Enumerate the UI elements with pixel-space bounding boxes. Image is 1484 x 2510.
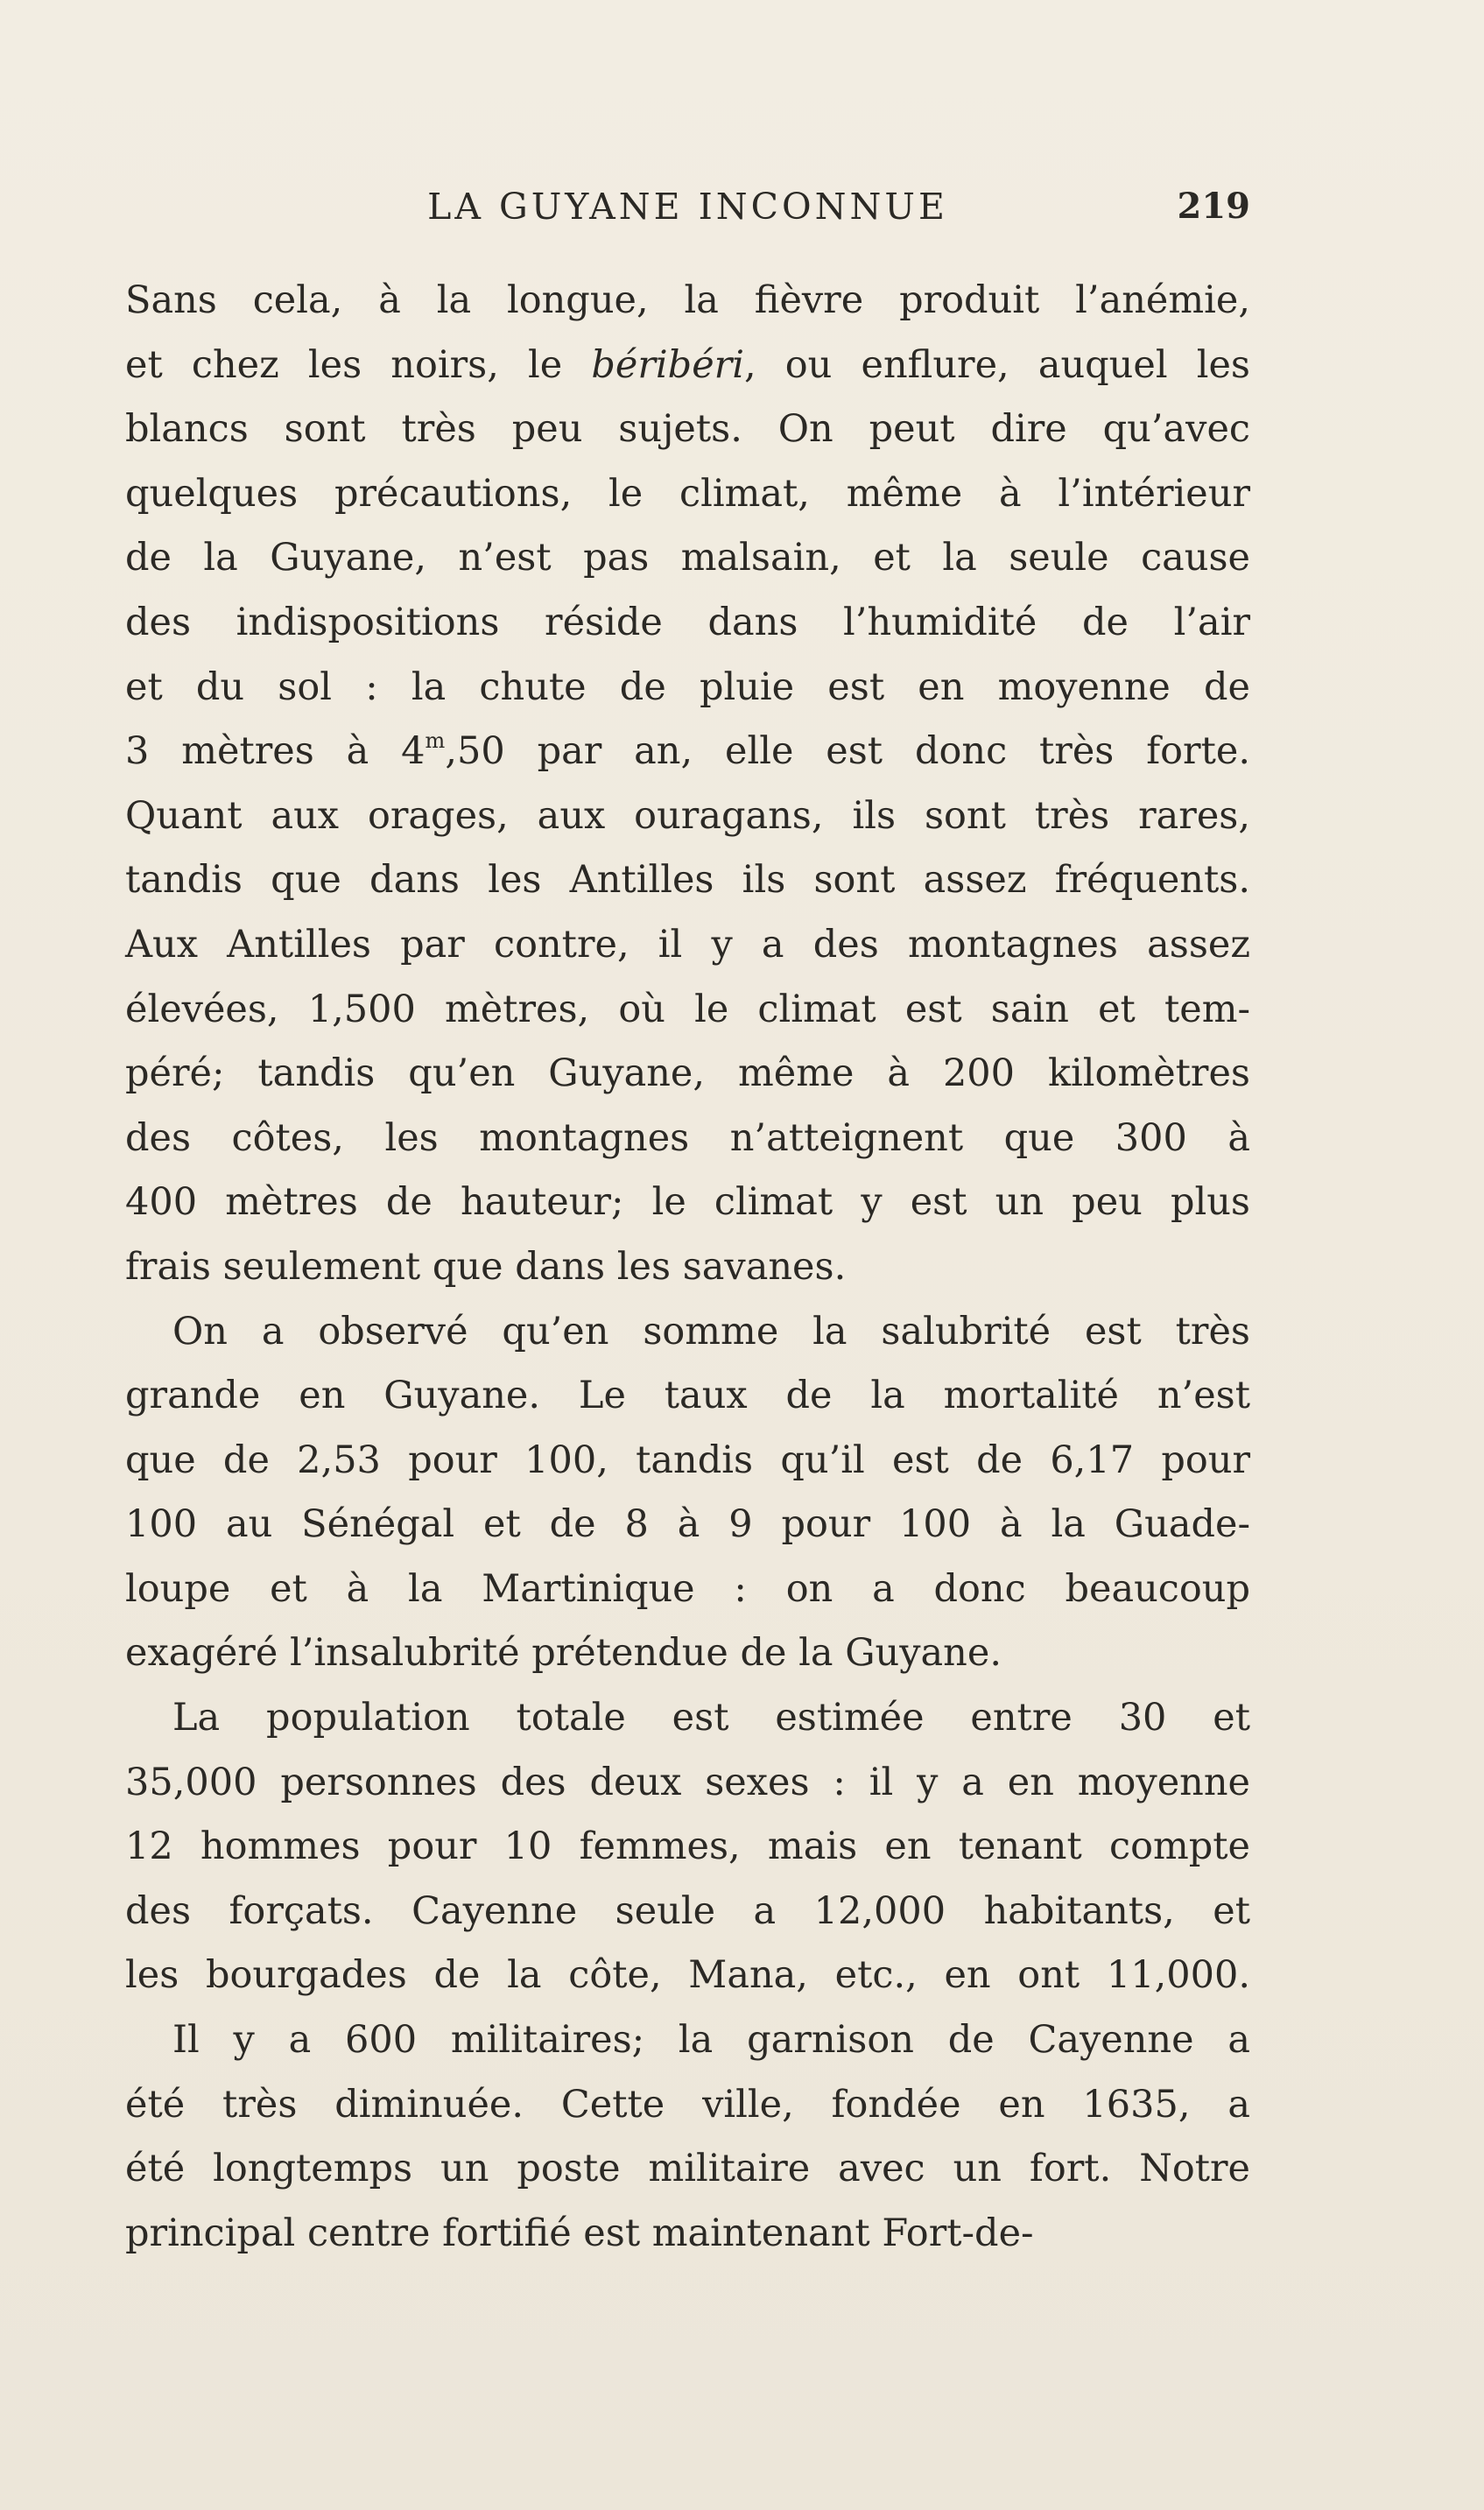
text-line: exagéré l’insalubrité prétendue de la Guyane. [125, 1631, 1002, 1676]
body-text [125, 269, 1250, 2266]
text-line: des indispositions réside dans l’humidité de l’air [125, 600, 1250, 644]
text-line: quelques précautions, le climat, même à l’intérieur [125, 471, 1250, 516]
italic-term: béribéri [591, 342, 744, 387]
text-line: On a observé qu’en somme la salubrité est très [172, 1309, 1250, 1353]
text-line: été très diminuée. Cette ville, fondée en 1635, a [125, 2082, 1250, 2127]
text-fragment: 3 mètres à 4 [125, 729, 426, 774]
text-line: 100 au Sénégal et de 8 à 9 pour 100 à la Guade- [125, 1502, 1250, 1547]
text-line: de la Guyane, n’est pas malsain, et la seule cause [125, 536, 1250, 580]
text-line [125, 334, 1250, 398]
text-line: blancs sont très peu sujets. On peut dire qu’avec [125, 407, 1250, 452]
text-fragment: et chez les noirs, le [125, 342, 592, 387]
text-line: La population totale est estimée entre 30 et [172, 1696, 1250, 1740]
running-title: LA GUYANE INCONNUE [427, 186, 948, 228]
text-line: principal centre fortifié est maintenant Fort-de- [125, 2211, 1034, 2255]
text-line: été longtemps un poste militaire avec un fort. Notre [125, 2147, 1250, 2191]
text-line: et du sol : la chute de pluie est en moyenne de [125, 664, 1250, 709]
text-line: grande en Guyane. Le taux de la mortalité n’est [125, 1374, 1250, 1418]
superscript-m: m [425, 728, 446, 754]
page-number: 219 [1177, 186, 1250, 227]
text-line: Quant aux orages, aux ouragans, ils sont très rares, [125, 793, 1250, 838]
text-line: loupe et à la Martinique : on a donc beaucoup [125, 1566, 1250, 1611]
text-line [125, 720, 1250, 784]
text-line: péré; tandis qu’en Guyane, même à 200 kilomètres [125, 1051, 1250, 1096]
text-line: élevées, 1,500 mètres, où le climat est sain et tem- [125, 987, 1250, 1031]
text-line: des côtes, les montagnes n’atteignent que 300 à [125, 1115, 1250, 1160]
text-fragment: ,50 par an, elle est donc très forte. [445, 729, 1250, 774]
text-line: des forçats. Cayenne seule a 12,000 habitants, et [125, 1888, 1250, 1933]
text-line: Aux Antilles par contre, il y a des montagnes assez [125, 922, 1250, 967]
unit-superscript [426, 729, 446, 773]
text-fragment: , ou enflure, auquel les [743, 342, 1250, 387]
running-head [125, 180, 1250, 233]
text-line: que de 2,53 pour 100, tandis qu’il est de 6,17 pour [125, 1438, 1250, 1482]
text-line: 12 hommes pour 10 femmes, mais en tenant compte [125, 1824, 1250, 1869]
text-line: les bourgades de la côte, Mana, etc., en ont 11,000. [125, 1953, 1250, 1998]
text-line: Sans cela, à la longue, la fièvre produit l’anémie, [125, 278, 1250, 322]
text-line: tandis que dans les Antilles ils sont assez fréquents. [125, 858, 1250, 903]
text-line: Il y a 600 militaires; la garnison de Cayenne a [172, 2018, 1250, 2063]
text-line: frais seulement que dans les savanes. [125, 1244, 847, 1289]
text-line: 400 mètres de hauteur; le climat y est un peu plus [125, 1180, 1250, 1225]
text-line: 35,000 personnes des deux sexes : il y a en moyenne [125, 1760, 1250, 1804]
